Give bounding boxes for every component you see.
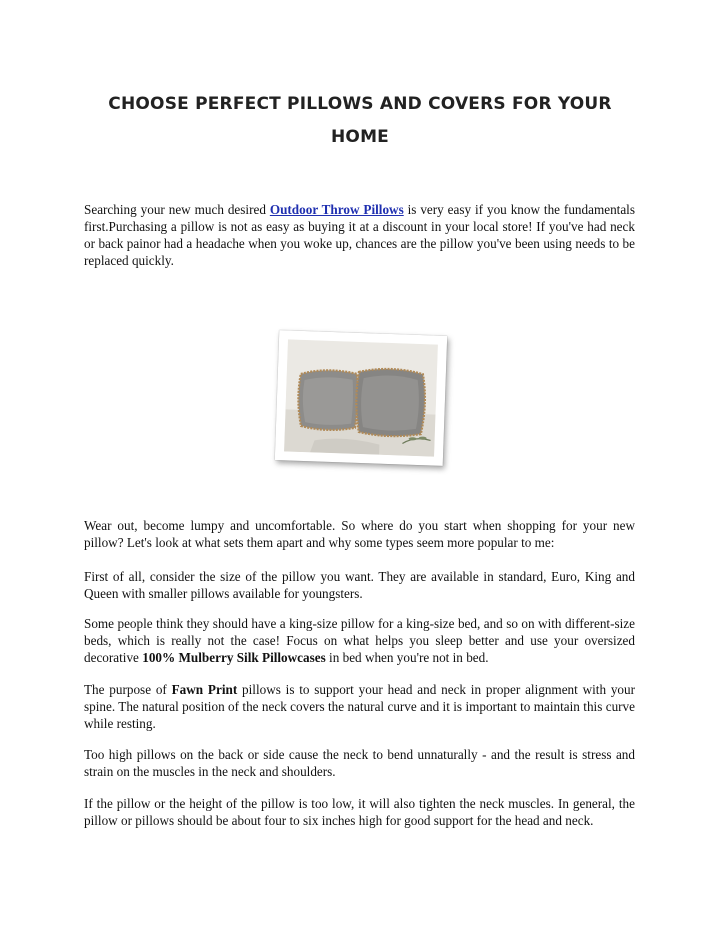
pillow-photo-icon: [284, 339, 438, 456]
intro-text-after: is very easy if you know the fundamentals first.Purchasing a pillow is not as easy as buying it at a discount in your local store! If you've had neck or back painor had a headache when you woke up, chances are the pillow you've been using needs to be replaced quickly.: [84, 202, 635, 268]
paragraph-size: First of all, consider the size of the pillow you want. They are available in standard, Euro, King and Queen with smaller pillows available for youngsters.: [84, 569, 635, 601]
outdoor-throw-pillows-link[interactable]: Outdoor Throw Pillows: [269, 202, 404, 217]
paragraph-fawn-print-before: The purpose of: [84, 682, 172, 697]
pillow-photo-frame: [275, 330, 447, 466]
paragraph-king-size-before: Some people think they should have a king-size pillow for a king-size bed, and so on with different-size beds, which is really not the case! Focus on what helps you sleep better and use your oversized decorative: [84, 616, 635, 665]
paragraph-wear-out: Wear out, become lumpy and uncomfortable. So where do you start when shopping for your new pillow? Let's look at what sets them apart and why some types seem more popular to me:: [84, 518, 635, 550]
fawn-print-text: Fawn Print: [171, 682, 238, 697]
paragraph-too-low: If the pillow or the height of the pillow is too low, it will also tighten the neck muscles. In general, the pillow or pillows should be about four to six inches high for good support for the head and neck.: [84, 796, 635, 828]
paragraph-fawn-print: [84, 681, 635, 732]
page-title: CHOOSE PERFECT PILLOWS AND COVERS FOR YOUR HOME: [108, 94, 612, 147]
mulberry-silk-pillowcases-text: 100% Mulberry Silk Pillowcases: [142, 650, 326, 665]
intro-paragraph: [84, 201, 635, 269]
paragraph-too-high: Too high pillows on the back or side cause the neck to bend unnaturally - and the result is stress and strain on the muscles in the neck and shoulders.: [84, 747, 635, 779]
paragraph-king-size: [84, 615, 635, 666]
paragraph-king-size-after: in bed when you're not in bed.: [325, 650, 489, 665]
pillow-photo: [284, 339, 438, 456]
paragraph-fawn-print-after: pillows is to support your head and neck in proper alignment with your spine. The natural position of the neck covers the natural curve and it is important to maintain this curve while resting.: [84, 682, 636, 731]
intro-text-before: Searching your new much desired: [84, 202, 270, 217]
